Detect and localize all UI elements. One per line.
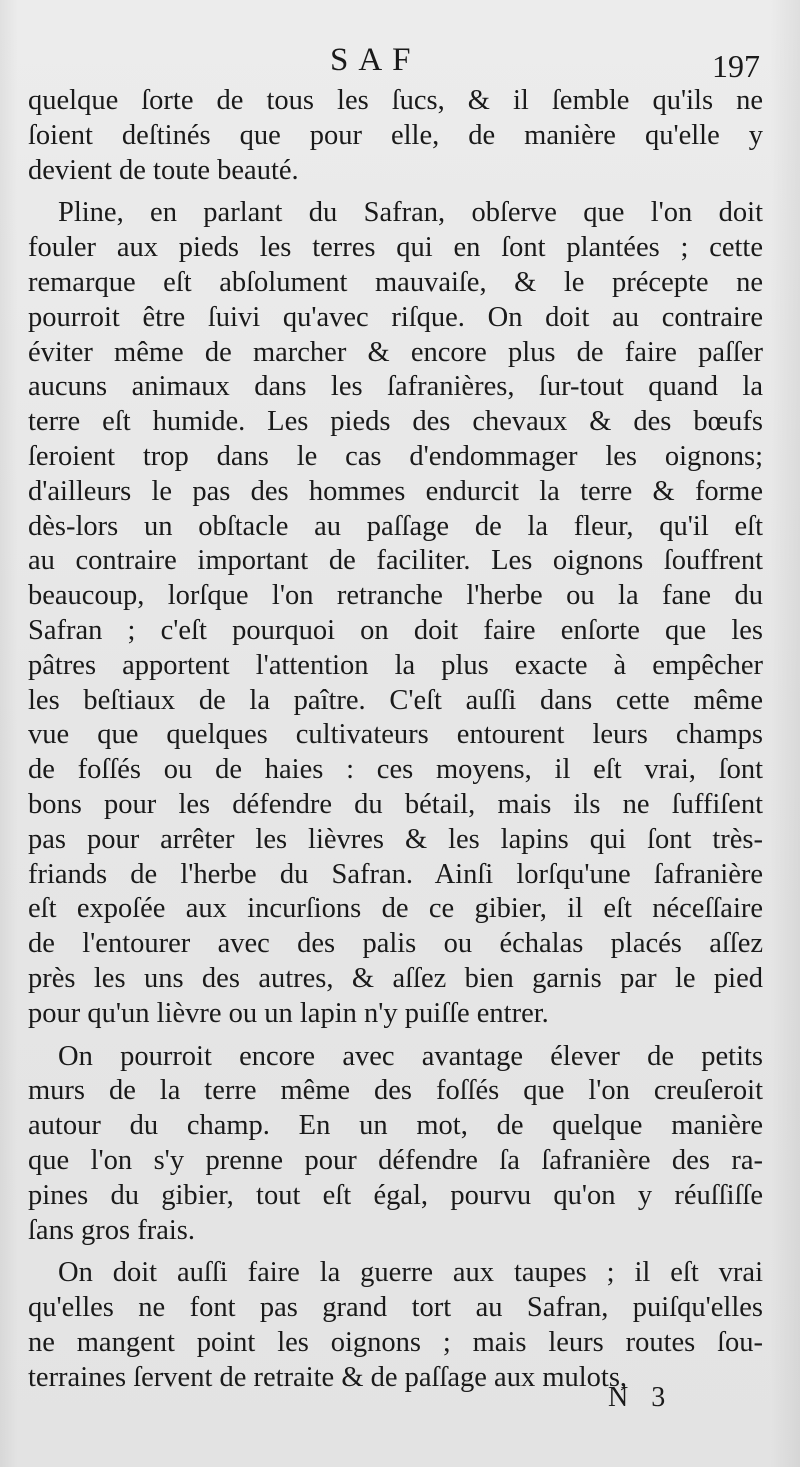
text-line: Pline, en parlant du Safran, obſerve que l'on doit xyxy=(58,197,763,229)
signature-mark: N 3 xyxy=(608,1382,674,1413)
text-line: friands de l'herbe du Safran. Ainſi lorſqu'une ſafranière xyxy=(28,858,763,890)
text-line: vue que quelques cultivateurs entourent leurs champs xyxy=(28,719,763,751)
text-line: que l'on s'y prenne pour défendre ſa ſafranière des ra- xyxy=(28,1144,763,1176)
text-line: remarque eſt abſolument mauvaiſe, & le précepte ne xyxy=(28,266,763,298)
text-line: Safran ; c'eſt pourquoi on doit faire enſorte que les xyxy=(28,614,763,646)
text-line: pourroit être ſuivi qu'avec riſque. On doit au contraire xyxy=(28,301,763,333)
text-line: d'ailleurs le pas des hommes endurcit la terre & forme xyxy=(28,475,763,507)
paragraph xyxy=(28,84,763,188)
text-line: eſt expoſée aux incurſions de ce gibier, il eſt néceſſaire xyxy=(28,893,763,925)
text-line: On pourroit encore avec avantage élever de petits xyxy=(58,1040,763,1072)
text-line: les beſtiaux de la paître. C'eſt auſſi dans cette même xyxy=(28,684,763,716)
paragraph xyxy=(28,1256,763,1395)
text-line: devient de toute beauté. xyxy=(28,154,299,186)
text-line: beaucoup, lorſque l'on retranche l'herbe ou la fane du xyxy=(28,580,763,612)
paragraph xyxy=(28,1040,763,1249)
text-line: bons pour les défendre du bétail, mais ils ne ſuffiſent xyxy=(28,788,763,820)
text-line: qu'elles ne font pas grand tort au Safran, puiſqu'elles xyxy=(28,1292,763,1324)
body-text xyxy=(28,84,763,1403)
text-line: au contraire important de faciliter. Les oignons ſouffrent xyxy=(28,545,763,577)
text-line: autour du champ. En un mot, de quelque manière xyxy=(28,1110,763,1142)
text-line: ſans gros frais. xyxy=(28,1214,196,1246)
paragraph xyxy=(28,196,763,1031)
text-line: éviter même de marcher & encore plus de faire paſſer xyxy=(28,336,763,368)
text-line: fouler aux pieds les terres qui en ſont plantées ; cette xyxy=(28,232,763,264)
page-header xyxy=(0,40,800,86)
text-line: terraines ſervent de retraite & de paſſage aux mulots, xyxy=(28,1361,628,1393)
text-line: près les uns des autres, & aſſez bien garnis par le pied xyxy=(28,962,763,994)
text-line: ſeroient trop dans le cas d'endommager les oignons; xyxy=(28,440,763,472)
text-line: ne mangent point les oignons ; mais leurs routes ſou- xyxy=(28,1326,763,1358)
text-line: pour qu'un lièvre ou un lapin n'y puiſſe entrer. xyxy=(28,997,549,1029)
text-line: de foſſés ou de haies : ces moyens, il eſt vrai, ſont xyxy=(28,754,763,786)
text-line: terre eſt humide. Les pieds des chevaux & des bœufs xyxy=(28,406,763,438)
text-line: murs de la terre même des foſſés que l'on creuſeroit xyxy=(28,1075,763,1107)
text-line: On doit auſſi faire la guerre aux taupes ; il eſt vrai xyxy=(58,1257,763,1289)
text-line: ſoient deſtinés que pour elle, de manière qu'elle y xyxy=(28,119,763,151)
page-number: 197 xyxy=(712,48,760,84)
text-line: pas pour arrêter les lièvres & les lapins qui ſont très- xyxy=(28,823,763,855)
text-line: pines du gibier, tout eſt égal, pourvu qu'on y réuſſiſſe xyxy=(28,1179,763,1211)
running-head: SAF xyxy=(330,42,421,78)
text-line: quelque ſorte de tous les ſucs, & il ſemble qu'ils ne xyxy=(28,85,763,116)
text-line: dès-lors un obſtacle au paſſage de la fleur, qu'il eſt xyxy=(28,510,763,542)
text-line: de l'entourer avec des palis ou échalas placés aſſez xyxy=(28,928,763,960)
text-line: pâtres apportent l'attention la plus exacte à empêcher xyxy=(28,649,763,681)
text-line: aucuns animaux dans les ſafranières, ſur-tout quand la xyxy=(28,371,763,403)
